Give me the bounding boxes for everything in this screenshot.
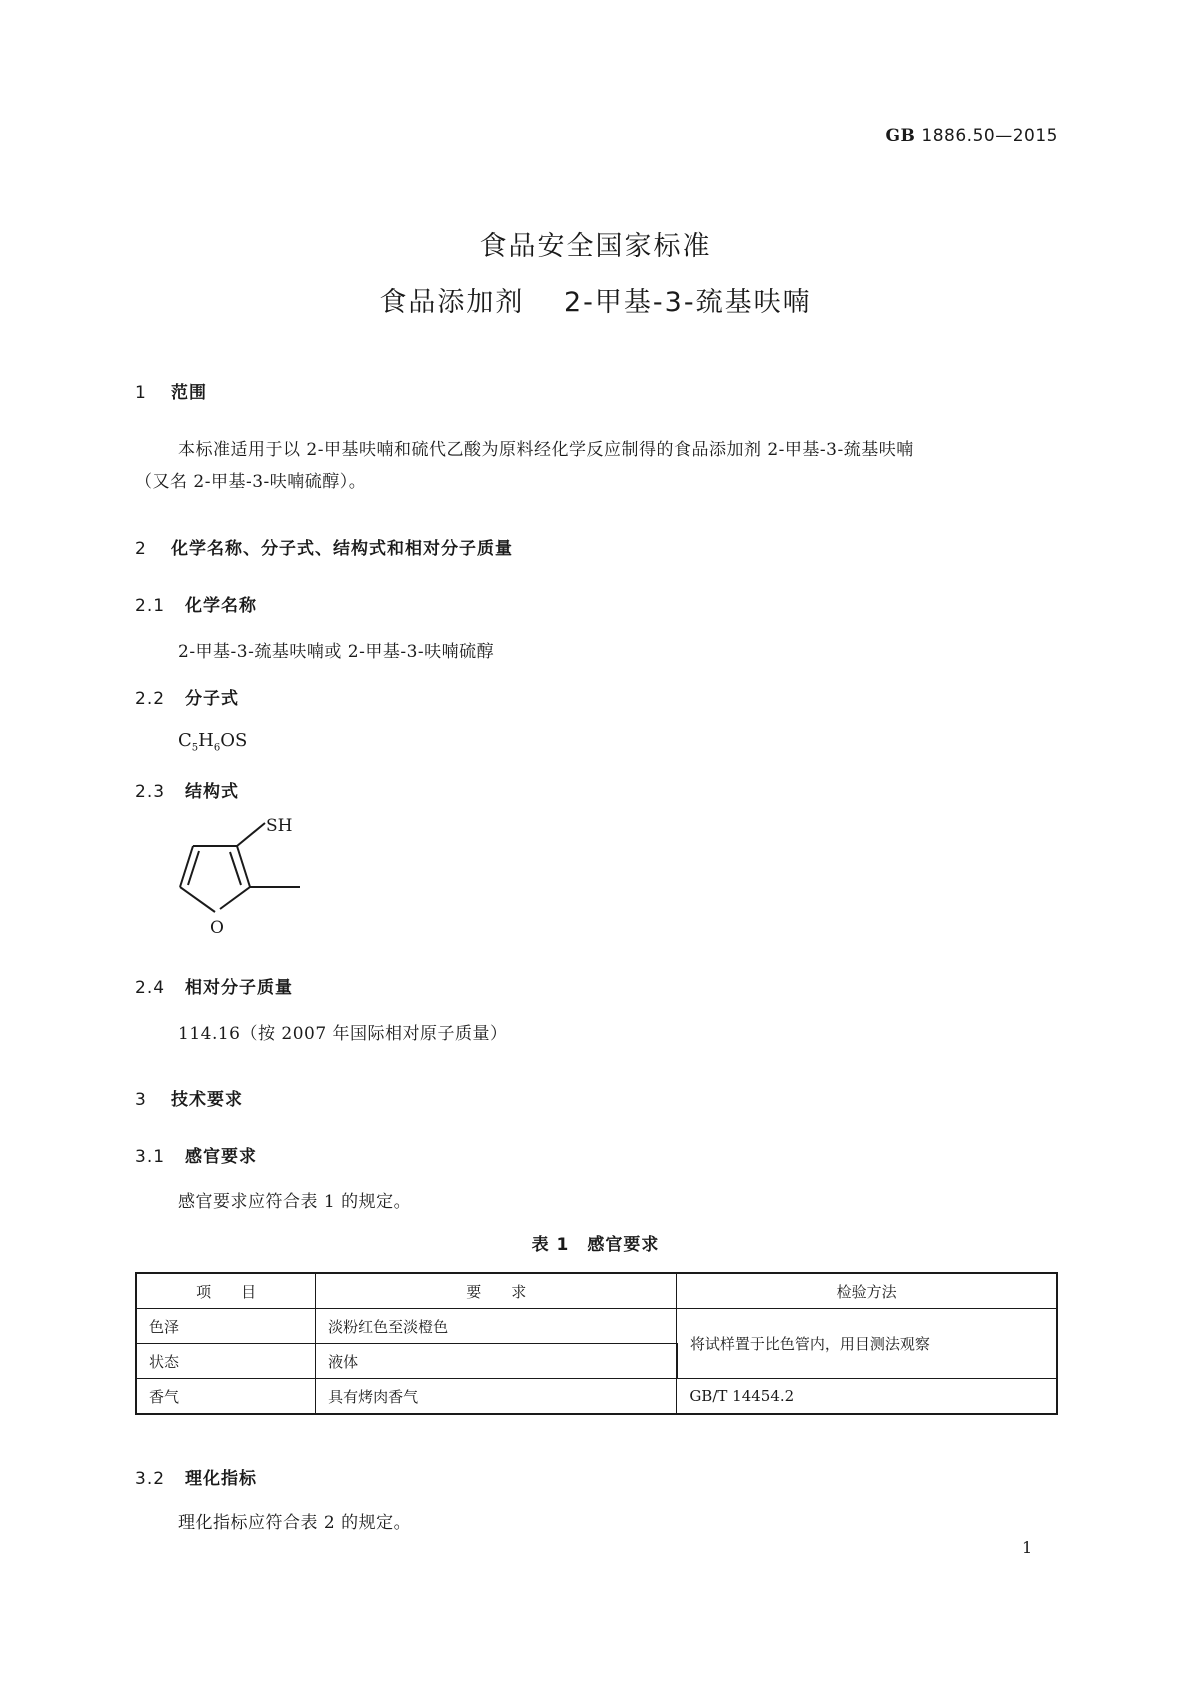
section-title: 化学名称、分子式、结构式和相对分子质量 xyxy=(171,539,513,559)
section-3-2-heading xyxy=(135,1464,257,1489)
section-title: 理化指标 xyxy=(185,1469,257,1489)
ring-double-bond-c3-c2 xyxy=(230,852,241,885)
section-title: 范围 xyxy=(171,383,207,403)
chemical-name-text: 2-甲基-3-巯基呋喃或 2-甲基-3-呋喃硫醇 xyxy=(178,642,495,662)
header-item: 项 目 xyxy=(136,1273,316,1309)
section-3-2-text: 理化指标应符合表 2 的规定。 xyxy=(178,1513,412,1533)
section-number: 1 xyxy=(135,383,147,403)
ring-bond-c2-o xyxy=(220,887,250,909)
section-title: 分子式 xyxy=(185,689,239,709)
row-requirement: 淡粉红色至淡橙色 xyxy=(316,1309,677,1344)
label-sh: SH xyxy=(266,816,293,836)
section-title: 化学名称 xyxy=(185,596,257,616)
structural-formula-diagram xyxy=(170,815,330,950)
section-number: 2.1 xyxy=(135,596,166,616)
molecular-formula: $C_5H_6OS$ xyxy=(178,730,248,754)
section-1-paragraph-line2: （又名 2-甲基-3-呋喃硫醇）。 xyxy=(135,472,367,492)
section-1-heading xyxy=(135,378,207,403)
row-item: 色泽 xyxy=(136,1309,316,1344)
header-test-method: 检验方法 xyxy=(677,1273,1057,1309)
section-2-4-heading xyxy=(135,973,293,998)
header-requirement: 要 求 xyxy=(316,1273,677,1309)
section-number: 2.2 xyxy=(135,689,166,709)
section-title: 相对分子质量 xyxy=(185,978,293,998)
section-title: 技术要求 xyxy=(171,1090,243,1110)
section-3-1-text: 感官要求应符合表 1 的规定。 xyxy=(178,1192,412,1212)
section-3-1-heading xyxy=(135,1142,257,1167)
row-test-method: GB/T 14454.2 xyxy=(677,1379,1057,1415)
row-item: 状态 xyxy=(136,1344,316,1379)
section-1-paragraph-line1: 本标准适用于以 2-甲基呋喃和硫代乙酸为原料经化学反应制得的食品添加剂 2-甲基-3-巯基呋喃 xyxy=(178,440,914,460)
molecular-mass-text: 114.16（按 2007 年国际相对原子质量） xyxy=(178,1024,508,1044)
page-number: 1 xyxy=(1022,1538,1033,1557)
section-number: 2.3 xyxy=(135,782,166,802)
section-number: 2 xyxy=(135,539,147,559)
row-requirement: 液体 xyxy=(316,1344,677,1379)
row-test-method-merged: 将试样置于比色管内，用目测法观察 xyxy=(677,1309,1057,1379)
row-requirement: 具有烤肉香气 xyxy=(316,1379,677,1415)
standard-prefix: GB xyxy=(885,126,916,146)
label-oxygen: O xyxy=(210,918,224,938)
section-2-1-heading xyxy=(135,591,257,616)
section-number: 3 xyxy=(135,1090,147,1110)
standard-number: 1886.50—2015 xyxy=(921,126,1058,146)
row-item: 香气 xyxy=(136,1379,316,1415)
section-2-heading xyxy=(135,534,513,559)
section-2-3-heading xyxy=(135,777,239,802)
table-row xyxy=(136,1379,1057,1415)
document-subtitle: 食品添加剂 2-甲基-3-巯基呋喃 xyxy=(379,287,812,318)
standard-code xyxy=(886,126,1058,146)
bond-c3-sh xyxy=(237,823,265,846)
table-1-caption: 表 1 感官要求 xyxy=(531,1235,660,1255)
document-title: 食品安全国家标准 xyxy=(479,231,712,262)
section-number: 3.1 xyxy=(135,1147,166,1167)
section-number: 3.2 xyxy=(135,1469,166,1489)
table-header-row xyxy=(136,1273,1057,1309)
section-title: 感官要求 xyxy=(185,1147,257,1167)
sensory-requirements-table xyxy=(135,1272,1058,1415)
ring-bond-o-c5 xyxy=(180,887,215,912)
ring-bond-c5-c4 xyxy=(180,846,193,887)
section-3-heading xyxy=(135,1085,243,1110)
section-title: 结构式 xyxy=(185,782,239,802)
section-2-2-heading xyxy=(135,684,239,709)
table-row xyxy=(136,1309,1057,1344)
section-number: 2.4 xyxy=(135,978,166,998)
